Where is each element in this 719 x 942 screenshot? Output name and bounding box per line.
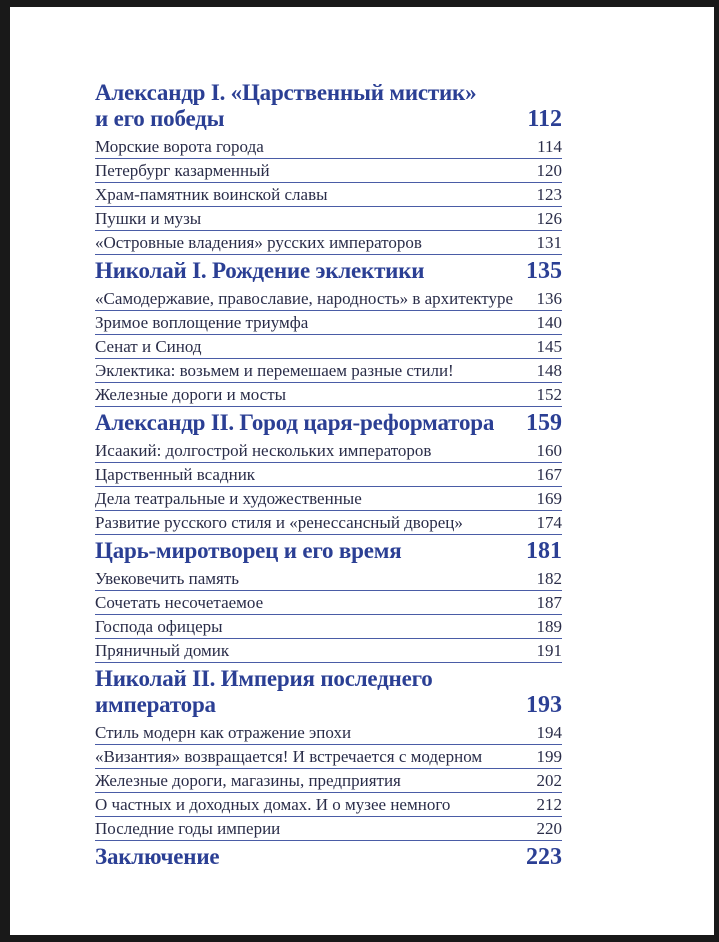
section-title-line: Николай II. Империя последнего [95, 666, 433, 691]
toc-entry-label: «Островные владения» русских императоров [95, 233, 422, 252]
section-page-number: 112 [527, 106, 562, 132]
section-heading [95, 538, 562, 564]
toc-entry-page-number: 169 [536, 489, 562, 508]
toc-entry [95, 207, 562, 231]
toc-entry-label: «Византия» возвращается! И встречается с модерном [95, 747, 483, 766]
toc-entry [95, 439, 562, 463]
section-page-number: 159 [526, 410, 562, 436]
section-heading [95, 844, 562, 870]
toc-entry [95, 591, 562, 615]
toc-entry [95, 567, 562, 591]
toc-entry-label: Исаакий: долгострой нескольких императоров [95, 441, 432, 460]
toc-entry-label: Пушки и музы [95, 209, 202, 228]
toc-entry-label: Увековечить память [95, 569, 240, 588]
toc-entry-page-number: 182 [536, 569, 562, 588]
toc-entry [95, 311, 562, 335]
toc-entry-page-number: 148 [536, 361, 562, 380]
toc-entry [95, 487, 562, 511]
toc-entry [95, 817, 562, 841]
toc-entry [95, 639, 562, 663]
toc-entry [95, 183, 562, 207]
toc-entry-label: Зримое воплощение триумфа [95, 313, 309, 332]
toc-entry-page-number: 191 [536, 641, 562, 660]
section-heading [95, 258, 562, 284]
toc-entry-page-number: 187 [536, 593, 562, 612]
section-title-line: Заключение [95, 844, 220, 869]
toc-entry-label: Развитие русского стиля и «ренессансный дворец» [95, 513, 463, 532]
toc-entry-label: Царственный всадник [95, 465, 256, 484]
section-title [95, 538, 562, 564]
toc-section [95, 258, 562, 407]
toc-entry-page-number: 189 [536, 617, 562, 636]
toc-entry-page-number: 212 [536, 795, 562, 814]
toc-entry-page-number: 194 [536, 723, 562, 742]
section-entries [95, 287, 562, 407]
section-page-number: 223 [526, 844, 562, 870]
section-entries [95, 567, 562, 663]
section-title-line: Александр II. Город царя-реформатора [95, 410, 495, 435]
toc-entry-page-number: 202 [536, 771, 562, 790]
toc-entry-label: Сенат и Синод [95, 337, 202, 356]
toc-entry-page-number: 145 [536, 337, 562, 356]
toc-entry [95, 383, 562, 407]
toc-entry-label: Сочетать несочетаемое [95, 593, 264, 612]
section-title [95, 80, 562, 132]
toc-entry [95, 231, 562, 255]
toc-entry-label: Господа офицеры [95, 617, 223, 636]
toc-entry-label: Морские ворота города [95, 137, 264, 156]
toc-entry-page-number: 167 [536, 465, 562, 484]
section-page-number: 135 [526, 258, 562, 284]
toc-section [95, 538, 562, 663]
toc-entry [95, 159, 562, 183]
toc-entry-page-number: 131 [536, 233, 562, 252]
toc-section [95, 410, 562, 535]
toc-entry-page-number: 140 [536, 313, 562, 332]
section-entries [95, 721, 562, 841]
toc-entry-label: Эклектика: возьмем и перемешаем разные стили! [95, 361, 454, 380]
section-title [95, 844, 562, 870]
toc-entry-label: «Самодержавие, православие, народность» в архитектуре [95, 289, 514, 308]
toc-entry-page-number: 120 [536, 161, 562, 180]
section-title-line: Николай I. Рождение эклектики [95, 258, 425, 283]
toc-entry-page-number: 136 [536, 289, 562, 308]
toc-entry [95, 745, 562, 769]
section-entries [95, 135, 562, 255]
toc-section [95, 844, 562, 870]
section-title [95, 410, 562, 436]
toc-entry [95, 721, 562, 745]
section-title-line: Александр I. «Царственный мистик» [95, 80, 477, 105]
toc-entry-page-number: 220 [536, 819, 562, 838]
toc-entry-page-number: 199 [536, 747, 562, 766]
toc-entry-label: Петербург казарменный [95, 161, 270, 180]
toc-section [95, 666, 562, 841]
section-title-line: Царь-миротворец и его время [95, 538, 402, 563]
section-heading [95, 410, 562, 436]
section-page-number: 181 [526, 538, 562, 564]
toc-section [95, 80, 562, 255]
section-title-line: императора [95, 692, 216, 717]
toc-entry-label: Последние годы империи [95, 819, 281, 838]
toc-entry-page-number: 152 [536, 385, 562, 404]
toc-entry-label: Железные дороги и мосты [95, 385, 287, 404]
toc-entry-page-number: 114 [537, 137, 562, 156]
table-of-contents [10, 7, 562, 870]
section-heading [95, 80, 562, 132]
section-title [95, 258, 562, 284]
toc-entry-label: Пряничный домик [95, 641, 230, 660]
toc-entry [95, 463, 562, 487]
toc-entry-label: Храм-памятник воинской славы [95, 185, 328, 204]
toc-entry [95, 769, 562, 793]
toc-entry-page-number: 160 [536, 441, 562, 460]
section-title-line: и его победы [95, 106, 225, 131]
toc-entry-page-number: 123 [536, 185, 562, 204]
toc-entry [95, 793, 562, 817]
section-title [95, 666, 562, 718]
toc-entry-label: О частных и доходных домах. И о музее немного [95, 795, 451, 814]
toc-entry [95, 359, 562, 383]
toc-entry [95, 615, 562, 639]
toc-entry-label: Железные дороги, магазины, предприятия [95, 771, 401, 790]
toc-entry-page-number: 126 [536, 209, 562, 228]
toc-entry-page-number: 174 [536, 513, 562, 532]
section-page-number: 193 [526, 692, 562, 718]
toc-entry-label: Дела театральные и художественные [95, 489, 362, 508]
toc-entry [95, 287, 562, 311]
toc-entry [95, 335, 562, 359]
toc-entry [95, 511, 562, 535]
toc-entry [95, 135, 562, 159]
section-entries [95, 439, 562, 535]
toc-entry-label: Стиль модерн как отражение эпохи [95, 723, 352, 742]
section-heading [95, 666, 562, 718]
book-page [10, 7, 714, 935]
